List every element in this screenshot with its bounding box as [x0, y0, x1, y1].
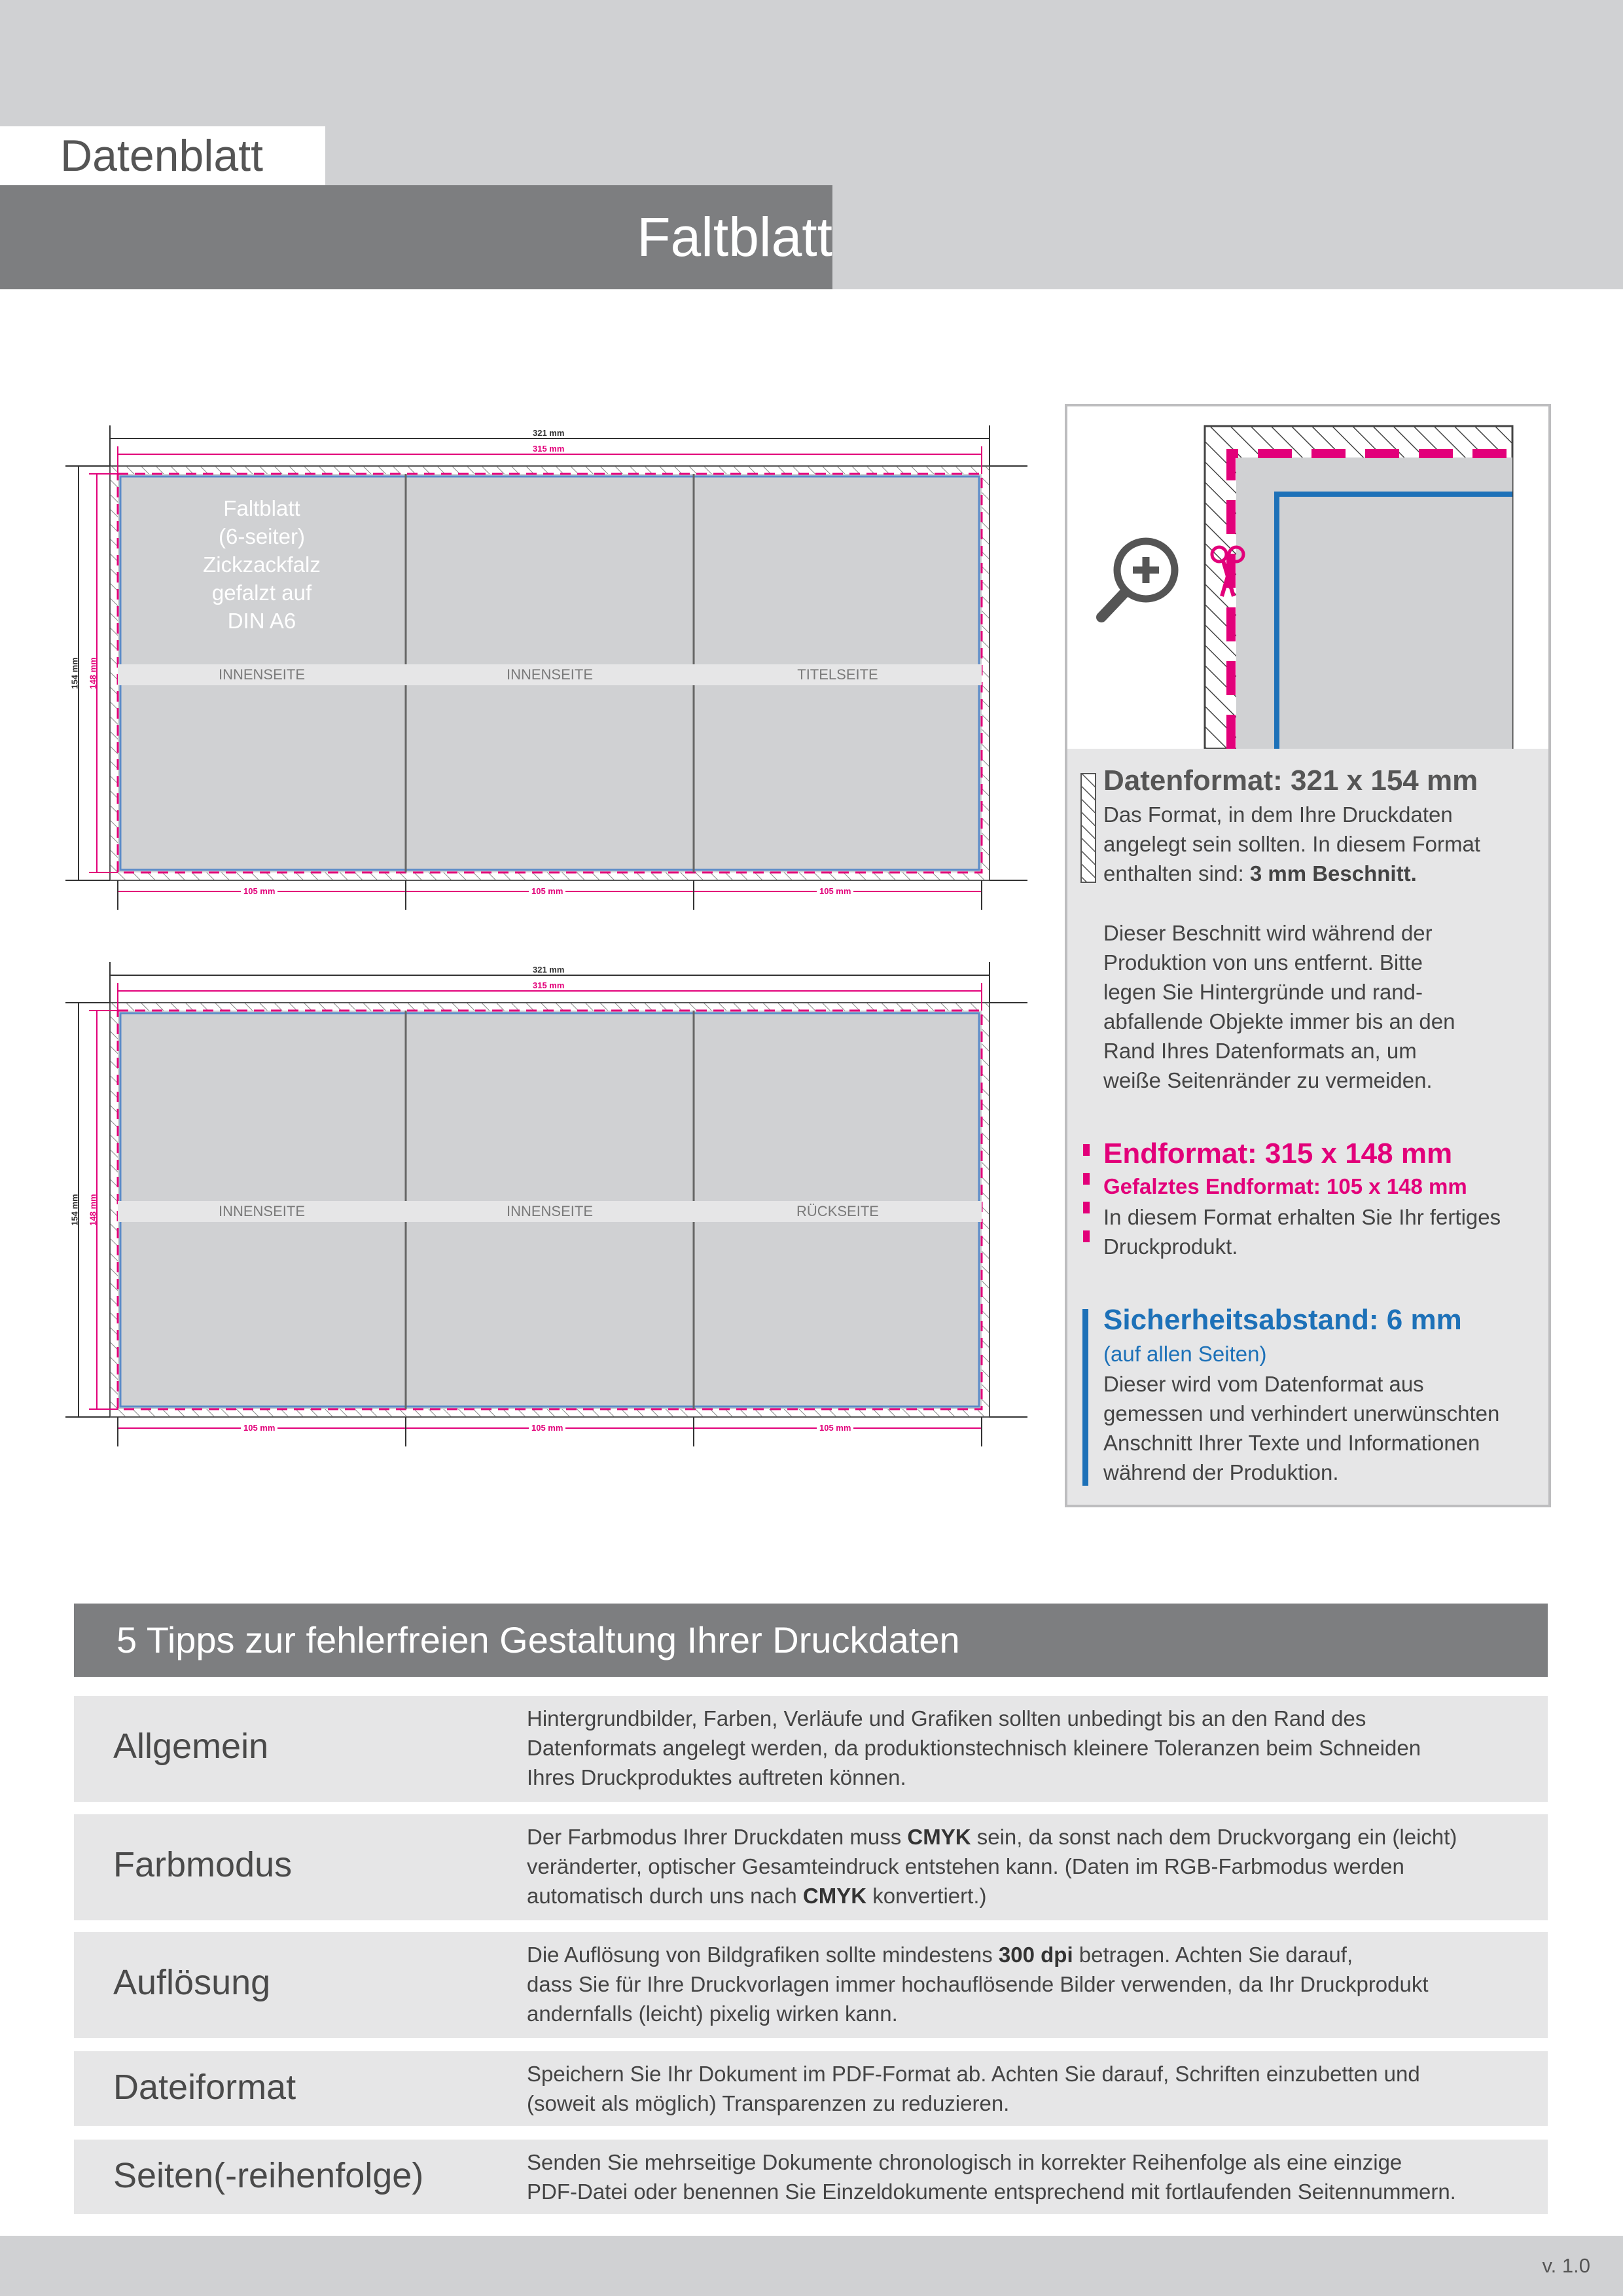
sicherheit-heading: Sicherheitsabstand: 6 mm — [1103, 1304, 1462, 1336]
tip-text: Speichern Sie Ihr Dokument im PDF-Format ab. Achten Sie darauf, Schriften einzubetten und (soweit als möglich) Transparenzen zu reduzieren. — [527, 2062, 1420, 2115]
tip-name: Dateiformat — [113, 2068, 296, 2107]
page-title: Faltblatt — [637, 206, 832, 268]
tip-text: Senden Sie mehrseitige Dokumente chronologisch in korrekter Reihenfolge als eine einzige PDF-Datei oder benennen Sie Einzeldokumente entsprechend mit fortlaufenden Seitennummern. — [527, 2150, 1456, 2204]
panel-label: RÜCKSEITE — [796, 1203, 879, 1219]
tip-row-allgemein — [74, 1696, 1548, 1802]
beschnitt-text: Dieser Beschnitt wird während der Produktion von uns entfernt. Bitte legen Sie Hintergründe und rand- abfallende Objekte immer bis an den Rand Ihres Datenformats an, um weiße Seitenränder zu vermeiden. — [1103, 921, 1455, 1092]
tip-name: Allgemein — [113, 1727, 269, 1766]
sicherheit-text: Dieser wird vom Datenformat aus gemessen und verhindert unerwünschten Anschnitt Ihrer Texte und Informationen während der Produktion. — [1103, 1372, 1500, 1484]
dim-total-width: 321 mm — [530, 965, 567, 975]
sicherheit-sub: (auf allen Seiten) — [1103, 1342, 1267, 1366]
panel-label: INNENSEITE — [506, 1203, 594, 1219]
dim-panel-width: 105 mm — [817, 1423, 853, 1433]
version-label: v. 1.0 — [1542, 2254, 1590, 2277]
hatch-marker-icon — [1080, 772, 1097, 884]
tip-row-dateiformat — [74, 2051, 1548, 2126]
panel-label: INNENSEITE — [218, 666, 306, 683]
endformat-text: In diesem Format erhalten Sie Ihr fertiges Druckprodukt. — [1103, 1205, 1501, 1259]
dim-panel-width: 105 mm — [529, 1423, 565, 1433]
tip-row-aufloesung — [74, 1932, 1548, 2038]
trim-marker-icon — [1082, 1144, 1091, 1255]
tip-row-farbmodus — [74, 1814, 1548, 1920]
tips-title: 5 Tipps zur fehlerfreien Gestaltung Ihrer Druckdaten — [116, 1619, 960, 1660]
tip-text: Die Auflösung von Bildgrafiken sollte mindestens 300 dpi betragen. Achten Sie darauf, dass Sie für Ihre Druckvorlagen immer hochauflösende Bilder verwenden, da Ihr Druckprodukt andernfalls (leicht) pixelig wirken kann. — [527, 1943, 1429, 2026]
dim-total-height: 154 mm — [69, 656, 80, 689]
endformat-sub: Gefalztes Endformat: 105 x 148 mm — [1103, 1174, 1467, 1198]
panel-label: INNENSEITE — [218, 1203, 306, 1219]
tip-text: Der Farbmodus Ihrer Druckdaten muss CMYK sein, da sonst nach dem Druckvorgang ein (leicht) veränderter, optischer Gesamteindruck entstehen kann. (Daten im RGB-Farbmodus werden automatisch durch uns nach CMYK konvertiert.) — [527, 1825, 1457, 1908]
bleed-detail-graphic — [1067, 406, 1548, 749]
footer-band — [0, 2236, 1623, 2296]
panel-caption: Faltblatt (6-seiter) Zickzackfalz gefalzt auf DIN A6 — [203, 496, 321, 633]
dim-panel-width: 105 mm — [241, 886, 277, 896]
zoom-detail — [1067, 406, 1548, 749]
dim-final-height: 148 mm — [88, 656, 98, 689]
datenformat-text: Das Format, in dem Ihre Druckdaten angelegt sein sollten. In diesem Format enthalten sind: 3 mm Beschnitt. — [1103, 802, 1480, 886]
dim-total-width: 321 mm — [530, 428, 567, 438]
datenformat-heading: Datenformat: 321 x 154 mm — [1103, 764, 1478, 797]
dim-total-height: 154 mm — [69, 1193, 80, 1226]
dim-final-height: 148 mm — [88, 1193, 98, 1226]
tip-row-seiten — [74, 2140, 1548, 2214]
tip-name: Farbmodus — [113, 1845, 293, 1884]
safety-marker-icon — [1082, 1309, 1088, 1486]
endformat-heading: Endformat: 315 x 148 mm — [1103, 1138, 1453, 1170]
tip-name: Auflösung — [113, 1963, 271, 2002]
dim-panel-width: 105 mm — [817, 886, 853, 896]
dim-final-width: 315 mm — [530, 980, 567, 990]
zoom-in-icon — [1101, 541, 1175, 617]
layout-diagram-outside — [65, 406, 1047, 929]
panel-label: TITELSEITE — [797, 666, 878, 683]
tip-name: Seiten(-reihenfolge) — [113, 2156, 424, 2195]
dim-panel-width: 105 mm — [529, 886, 565, 896]
panel-label: INNENSEITE — [506, 666, 594, 683]
dim-panel-width: 105 mm — [241, 1423, 277, 1433]
layout-diagram-inside — [65, 942, 1047, 1466]
tip-text: Hintergrundbilder, Farben, Verläufe und Grafiken sollten unbedingt bis an den Rand des Datenformats angelegt werden, da produktionstechnisch kleinere Toleranzen beim Schneiden Ihres Druckproduktes auftreten können. — [527, 1706, 1421, 1789]
dim-final-width: 315 mm — [530, 444, 567, 454]
document-label: Datenblatt — [60, 131, 263, 181]
